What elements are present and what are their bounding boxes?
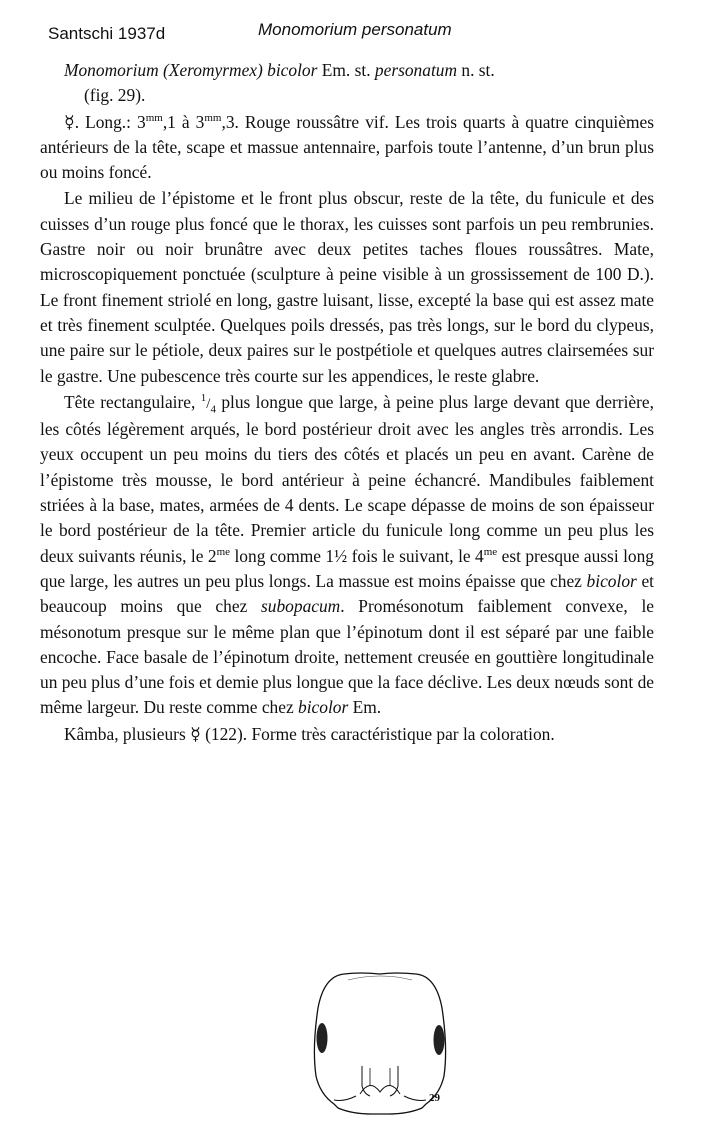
text-run: (122). Forme très caractéristique par la coloration. <box>200 723 555 744</box>
author-reference: Santschi 1937d <box>48 24 166 43</box>
text-run: Tête rectangulaire, <box>64 391 201 412</box>
species-header: Monomorium personatum <box>258 20 452 39</box>
text-run: Em. <box>348 697 382 718</box>
fraction-numerator: 1 <box>200 392 207 405</box>
taxon-author: Em. st. <box>317 60 375 80</box>
species-italic: bicolor <box>298 697 349 718</box>
text-run: ,1 à 3 <box>162 111 205 132</box>
taxon-subspecies: personatum <box>374 60 458 80</box>
paragraph-size-color <box>40 110 654 186</box>
ordinal-superscript: me <box>483 545 498 558</box>
figure-number: 29 <box>429 1092 440 1104</box>
species-italic: subopacum <box>261 596 341 617</box>
text-run: et beaucoup moins que chez <box>40 570 654 617</box>
ordinal-superscript: me <box>216 545 231 558</box>
taxon-status: n. st. <box>457 60 495 80</box>
species-italic: bicolor <box>586 570 637 591</box>
worker-symbol: ☿ <box>190 723 201 744</box>
taxon-title <box>40 58 654 109</box>
paragraph-coloration: Le milieu de l’épistome et le front plus obscur, reste de la tête, du funicule et des cuisses d’un rouge plus foncé que le thorax, les cuisses sont parfois un peu rembrunies. Gastre noir ou noir brunâtre avec deux petites taches floues roussâtres. Mate, microscopiquement ponctuée (sculpture à peine visible à un grossissement de 100 D.). Le front finement striolé en long, gastre luisant, lisse, excepté la base qui est assez mate et très finement sculptée. Quelques poils dressés, pas très longs, sur le bord du clypeus, une paire sur le pétiole, deux paires sur le postpétiole et quelques autres clairsemées sur le gastre. Une pubescence très courte sur les appendices, le reste glabre. <box>40 188 654 386</box>
paragraph-locality <box>40 722 654 747</box>
running-head <box>48 20 688 46</box>
unit-superscript: mm <box>204 111 222 124</box>
text-run: est presque aussi long que large, les autres un peu plus longs. La massue est moins épaisse que chez <box>40 545 654 591</box>
text-run: ,3. Rouge roussâtre vif. Les trois quarts à quatre cinquièmes antérieurs de la tête, scape et massue antennaire, parfois toute l’antenne, d’un brun plus ou moins foncé. <box>40 111 654 183</box>
figure-29 <box>300 968 460 1126</box>
text-run: . Promésonotum faiblement convexe, le mésonotum presque sur le même plan que l’épinotum dont il est séparé par une faible encoche. Face basale de l’épinotum droite, nettement creusée en gouttière longitudinale un peu plus d’une fois et demie plus longue que la face déclive. Les deux nœuds sont de même largeur. Du reste comme chez <box>40 596 654 718</box>
text-run: long comme 1½ fois le suivant, le 4 <box>230 545 484 566</box>
fraction-slash: / <box>206 395 211 412</box>
fraction-denominator: 4 <box>210 403 216 416</box>
figure-reference: (fig. 29). <box>84 85 146 106</box>
text-run: Kâmba, plusieurs <box>64 723 191 744</box>
worker-symbol: ☿ <box>64 111 75 132</box>
article-body <box>40 58 654 747</box>
text-run: . Long.: 3 <box>74 111 146 132</box>
taxon-genus: Monomorium (Xeromyrmex) bicolor <box>64 60 318 80</box>
unit-superscript: mm <box>145 111 163 124</box>
paragraph-morphology <box>40 390 654 721</box>
text-run: plus longue que large, à peine plus large devant que derrière, les côtés légèrement arqués, le bord postérieur droit avec les angles très arrondis. Les yeux occupent un peu moins du tiers des côtés et placés un peu en avant. Carène de l’épistome très mousse, le bord antérieur à peine échancré. Mandibules faiblement striées à la base, mates, armées de 4 dents. Le scape dépasse de moins de son épaisseur le bord postérieur de la tête. Premier article du funicule long comme un peu plus les deux suivants réunis, le 2 <box>40 391 654 566</box>
